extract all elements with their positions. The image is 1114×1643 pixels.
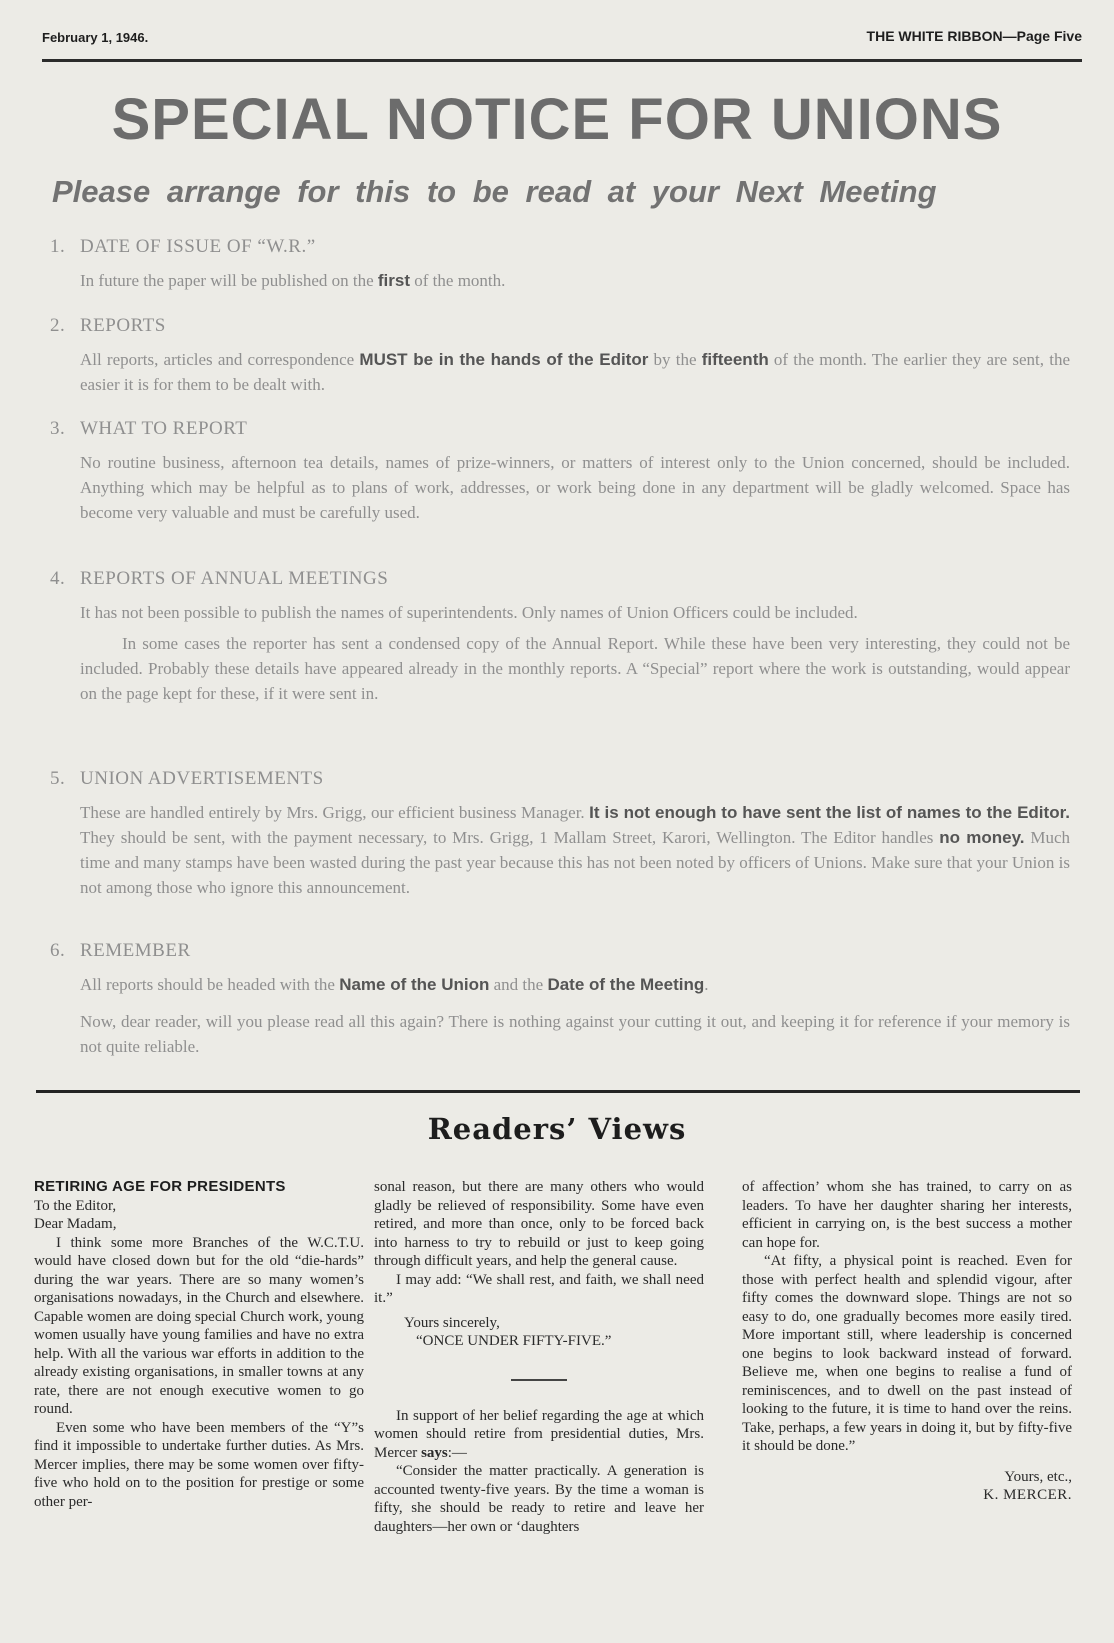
notice-item-heading: 2. REPORTS (50, 315, 166, 336)
letter-paragraph: Even some who have been members of the “Y”s find it impossible to undertake further duties. As Mrs. Mercer implies, there may be some women over fifty-five who hold on to the position for prestige or some other per- (34, 1419, 364, 1510)
issue-date: February 1, 1946. (42, 30, 149, 45)
letter-addressee: To the Editor, (34, 1197, 117, 1214)
notice-item-text: These are handled entirely by Mrs. Grigg, our efficient business Manager. It is not enough to have sent the list of names to the Editor. They should be sent, with the payment necessary, to Mrs. Grigg, 1 Mallam Street, Karori, Wellington. The Editor handles no money. Much time and many stamps have been wasted during the past year because this has not been noted by officers of Unions. Make sure that your Union is not among those who ignore this announcement. (80, 803, 1071, 897)
notice-item-heading: 3. WHAT TO REPORT (50, 418, 248, 439)
readers-column-3 (742, 1178, 1072, 1505)
quote-paragraph-start: “Consider the matter practically. A generation is accounted twenty-five years. By the time a woman is fifty, she should be ready to retire and leave her daughters—her own or ‘daughters (374, 1463, 704, 1535)
readers-views-title: Readers’ Views (427, 1112, 687, 1146)
divider (511, 1379, 567, 1381)
editorial-paragraph: In support of her belief regarding the age at which women should retire from presidential duties, Mrs. Mercer says:— (374, 1407, 704, 1461)
quote-signature: K. MERCER. (983, 1487, 1072, 1503)
notice-title: SPECIAL NOTICE FOR UNIONS (111, 87, 1003, 152)
notice-item-3 (50, 418, 1070, 525)
readers-column-2 (374, 1178, 704, 1536)
notice-item-text: All reports should be headed with the Name of the Union and the Date of the Meeting. (80, 975, 709, 994)
quote-paragraph: of affection’ whom she has trained, to carry on as leaders. To have her daughter sharing her interests, efficient in carrying on, is the best success a mother can hope for. (742, 1179, 1072, 1251)
notice-item-text: No routine business, afternoon tea details, names of prize-winners, or matters of interest only to the Union concerned, should be included. Anything which may be helpful as to plans of work, addresses, or work being done in any department will be gladly welcomed. Space has become very valuable and must be carefully used. (80, 453, 1070, 522)
notice-item-2 (50, 315, 1070, 397)
notice-item-heading: 1. DATE OF ISSUE OF “W.R.” (50, 236, 316, 257)
readers-column-1 (34, 1178, 364, 1511)
letter-paragraph-continued: sonal reason, but there are many others who would gladly be relieved of responsibility. Some have even retired, and more than once, only to be forced back into harness to try to rebuild or just to keep going through difficult years, and help the general cause. (374, 1179, 704, 1269)
notice-item-heading: 6. REMEMBER (50, 940, 191, 961)
page-header (42, 24, 1082, 44)
notice-item-1 (50, 236, 1070, 293)
notice-item-text: Now, dear reader, will you please read all this again? There is nothing against your cutting it out, and keeping it for reference if your memory is not quite reliable. (80, 1012, 1070, 1056)
notice-item-text: All reports, articles and correspondence MUST be in the hands of the Editor by the fifteenth of the month. The earlier they are sent, the easier it is for them to be dealt with. (80, 350, 1070, 394)
quote-paragraph: “At fifty, a physical point is reached. Even for those with perfect health and splendid vigour, after fifty comes the downward slope. Things are not so easy to do, one gradually becomes more easily tired. More important still, where leadership is concerned one begins to look backward instead of forward. Believe me, when one begins to realise a fund of reminiscences, and to dwell on the past instead of looking to the future, it is time to hand over the reins. Take, perhaps, a few years in doing it, but by fifty-five it should be done.” (742, 1253, 1072, 1454)
header-rule (42, 59, 1082, 62)
notice-item-heading: 5. UNION ADVERTISEMENTS (50, 768, 324, 789)
notice-item-4 (50, 568, 1070, 706)
letter-closing: Yours sincerely, (404, 1314, 500, 1331)
notice-item-text: In some cases the reporter has sent a condensed copy of the Annual Report. While these have been very interesting, they could not be included. Probably these details have appeared already in the monthly reports. A “Special” report where the work is outstanding, would appear on the page kept for these, if it were sent in. (80, 634, 1070, 703)
publication-page-label: THE WHITE RIBBON—Page Five (866, 28, 1082, 44)
notice-item-text: In future the paper will be published on the first of the month. (80, 271, 506, 290)
letter-paragraph: I think some more Branches of the W.C.T.U. would have closed down but for the old “die-hards” during the war years. There are so many women’s organisations nowadays, in the Church and elsewhere. Capable women are doing special Church work, young women usually have young families and have no extra help. With all the various war efforts in addition to the already existing organisations, in smaller towns at any rate, there are not enough executive women to go round. (34, 1234, 364, 1417)
notice-item-text: It has not been possible to publish the names of superintendents. Only names of Union Officers could be included. (80, 603, 858, 622)
letter-salutation: Dear Madam, (34, 1216, 117, 1232)
quote-closing: Yours, etc., (1004, 1468, 1072, 1485)
notice-subtitle: Please arrange for this to be read at your Next Meeting (52, 174, 937, 209)
section-rule (36, 1090, 1080, 1093)
notice-item-5 (50, 768, 1070, 900)
letter-signature: “ONCE UNDER FIFTY-FIVE.” (416, 1333, 612, 1349)
letter-heading: RETIRING AGE FOR PRESIDENTS (34, 1178, 286, 1195)
notice-item-heading: 4. REPORTS OF ANNUAL MEETINGS (50, 568, 389, 589)
letter-paragraph: I may add: “We shall rest, and faith, we shall need it.” (374, 1271, 704, 1306)
notice-item-6 (50, 940, 1070, 1059)
